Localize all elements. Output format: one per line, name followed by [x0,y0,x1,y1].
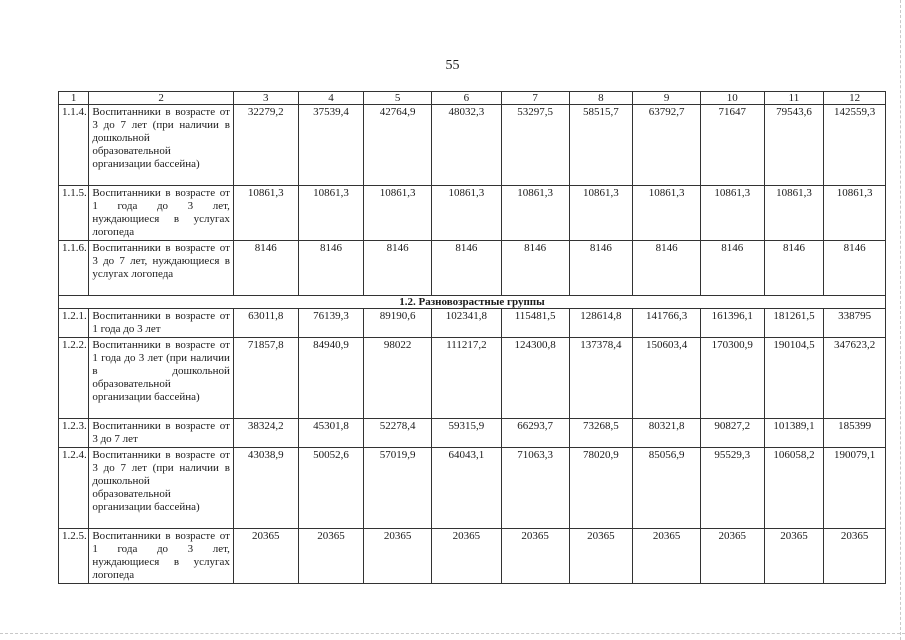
value-cell: 8146 [432,241,502,296]
table-row [59,241,886,296]
column-number: 7 [501,92,569,105]
value-cell: 8146 [364,241,432,296]
value-cell: 170300,9 [700,338,764,419]
row-description: Воспитанники в возрасте от 3 до 7 лет [89,419,234,448]
row-description: Воспитанники в возрасте от 1 года до 3 лет (при наличии в дошкольной образовательной организации бассейна) [89,338,234,419]
column-number: 11 [764,92,824,105]
value-cell: 338795 [824,309,886,338]
row-number: 1.2.5. [59,529,89,584]
value-cell: 59315,9 [432,419,502,448]
value-cell: 71647 [700,105,764,186]
row-description: Воспитанники в возрасте от 3 до 7 лет, нуждающиеся в услугах логопеда [89,241,234,296]
value-cell: 20365 [764,529,824,584]
value-cell: 10861,3 [824,186,886,241]
value-cell: 38324,2 [233,419,298,448]
tariff-table [58,91,886,584]
value-cell: 347623,2 [824,338,886,419]
value-cell: 10861,3 [501,186,569,241]
value-cell: 37539,4 [298,105,364,186]
column-number: 6 [432,92,502,105]
value-cell: 10861,3 [700,186,764,241]
value-cell: 89190,6 [364,309,432,338]
value-cell: 32279,2 [233,105,298,186]
value-cell: 71857,8 [233,338,298,419]
value-cell: 43038,9 [233,448,298,529]
value-cell: 20365 [633,529,701,584]
value-cell: 45301,8 [298,419,364,448]
value-cell: 8146 [700,241,764,296]
value-cell: 84940,9 [298,338,364,419]
column-number: 5 [364,92,432,105]
value-cell: 106058,2 [764,448,824,529]
value-cell: 20365 [298,529,364,584]
value-cell: 90827,2 [700,419,764,448]
value-cell: 71063,3 [501,448,569,529]
value-cell: 142559,3 [824,105,886,186]
value-cell: 111217,2 [432,338,502,419]
section-row [59,296,886,309]
value-cell: 10861,3 [298,186,364,241]
value-cell: 101389,1 [764,419,824,448]
value-cell: 20365 [233,529,298,584]
row-description: Воспитанники в возрасте от 1 года до 3 лет, нуждающиеся в услугах логопеда [89,186,234,241]
value-cell: 10861,3 [364,186,432,241]
value-cell: 48032,3 [432,105,502,186]
value-cell: 161396,1 [700,309,764,338]
row-number: 1.1.4. [59,105,89,186]
page-right-edge [899,0,901,640]
value-cell: 64043,1 [432,448,502,529]
column-number: 9 [633,92,701,105]
row-description: Воспитанники в возрасте от 3 до 7 лет (при наличии в дошкольной образовательной организации бассейна) [89,448,234,529]
value-cell: 137378,4 [569,338,633,419]
value-cell: 10861,3 [569,186,633,241]
value-cell: 95529,3 [700,448,764,529]
table-row [59,419,886,448]
column-number: 10 [700,92,764,105]
value-cell: 79543,6 [764,105,824,186]
row-description: Воспитанники в возрасте от 1 года до 3 лет, нуждающиеся в услугах логопеда [89,529,234,584]
table-row [59,338,886,419]
row-number: 1.2.3. [59,419,89,448]
table-row [59,309,886,338]
value-cell: 185399 [824,419,886,448]
value-cell: 10861,3 [233,186,298,241]
value-cell: 53297,5 [501,105,569,186]
row-number: 1.2.4. [59,448,89,529]
value-cell: 10861,3 [764,186,824,241]
value-cell: 10861,3 [432,186,502,241]
value-cell: 8146 [633,241,701,296]
value-cell: 80321,8 [633,419,701,448]
value-cell: 8146 [233,241,298,296]
value-cell: 190079,1 [824,448,886,529]
column-number: 1 [59,92,89,105]
table-row [59,529,886,584]
column-number: 4 [298,92,364,105]
value-cell: 8146 [298,241,364,296]
value-cell: 20365 [569,529,633,584]
value-cell: 124300,8 [501,338,569,419]
row-number: 1.1.6. [59,241,89,296]
row-number: 1.2.2. [59,338,89,419]
value-cell: 98022 [364,338,432,419]
table-row [59,105,886,186]
value-cell: 63792,7 [633,105,701,186]
row-description: Воспитанники в возрасте от 1 года до 3 лет [89,309,234,338]
value-cell: 20365 [824,529,886,584]
column-number-row [59,92,886,105]
value-cell: 150603,4 [633,338,701,419]
value-cell: 10861,3 [633,186,701,241]
value-cell: 128614,8 [569,309,633,338]
column-number: 2 [89,92,234,105]
value-cell: 8146 [824,241,886,296]
section-title: 1.2. Разновозрастные группы [59,296,886,309]
value-cell: 8146 [501,241,569,296]
value-cell: 63011,8 [233,309,298,338]
page-number: 55 [445,58,460,73]
page-bottom-edge [0,632,905,634]
value-cell: 66293,7 [501,419,569,448]
column-number: 3 [233,92,298,105]
value-cell: 20365 [432,529,502,584]
value-cell: 85056,9 [633,448,701,529]
value-cell: 190104,5 [764,338,824,419]
value-cell: 102341,8 [432,309,502,338]
value-cell: 20365 [364,529,432,584]
value-cell: 52278,4 [364,419,432,448]
value-cell: 76139,3 [298,309,364,338]
value-cell: 78020,9 [569,448,633,529]
value-cell: 20365 [501,529,569,584]
value-cell: 8146 [764,241,824,296]
value-cell: 58515,7 [569,105,633,186]
value-cell: 141766,3 [633,309,701,338]
row-number: 1.2.1. [59,309,89,338]
row-number: 1.1.5. [59,186,89,241]
column-number: 12 [824,92,886,105]
row-description: Воспитанники в возрасте от 3 до 7 лет (при наличии в дошкольной образовательной организации бассейна) [89,105,234,186]
value-cell: 50052,6 [298,448,364,529]
column-number: 8 [569,92,633,105]
value-cell: 57019,9 [364,448,432,529]
value-cell: 42764,9 [364,105,432,186]
value-cell: 20365 [700,529,764,584]
value-cell: 73268,5 [569,419,633,448]
value-cell: 8146 [569,241,633,296]
table-row [59,448,886,529]
value-cell: 115481,5 [501,309,569,338]
value-cell: 181261,5 [764,309,824,338]
table-row [59,186,886,241]
